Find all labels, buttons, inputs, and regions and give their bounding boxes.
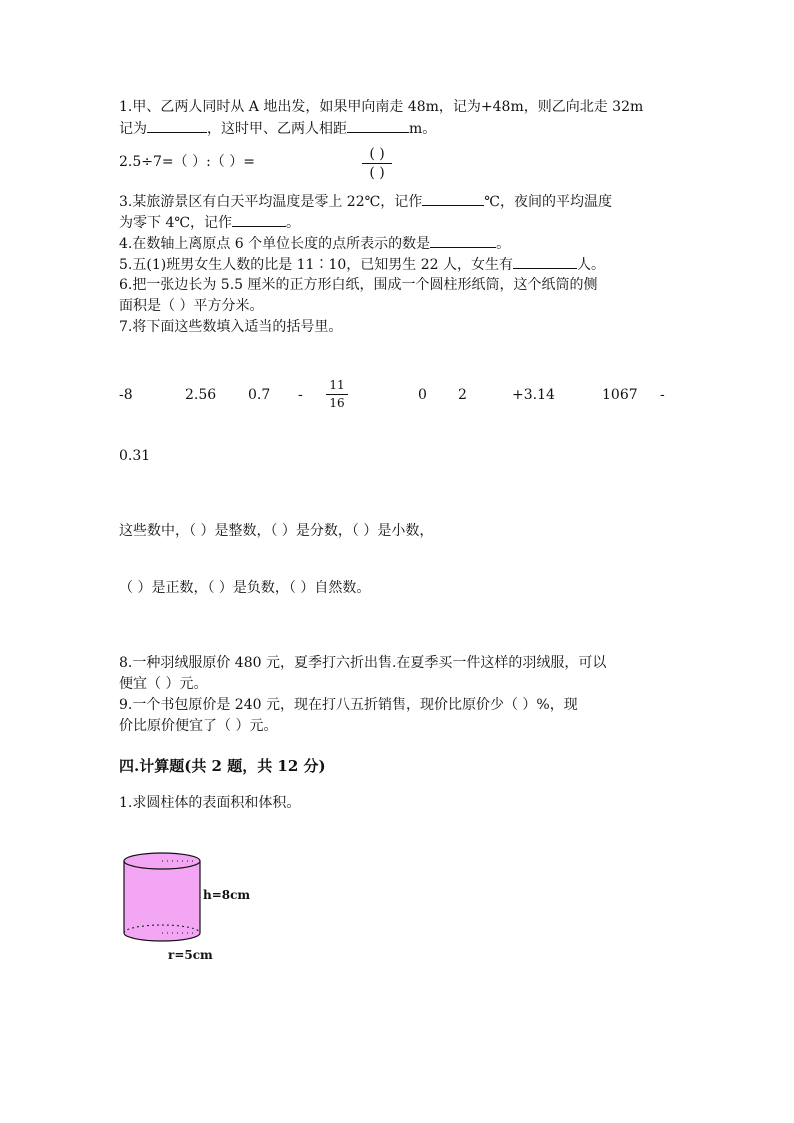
q2-fraction [362, 146, 392, 181]
q4-blank[interactable] [430, 233, 496, 248]
q7-number: 2 [458, 387, 467, 403]
q7-fill-line2: （ ）是正数，（ ）是负数，（ ）自然数。 [119, 580, 371, 596]
q3-text-c: 为零下 4℃，记作 [119, 215, 233, 231]
q4-text-b: 。 [496, 236, 511, 252]
q7-fraction-numerator: 11 [329, 378, 345, 392]
q3-text-a: 3.某旅游景区有白天平均温度是零上 22℃，记作 [119, 194, 423, 210]
q3-line2 [119, 212, 300, 233]
q7-number: 2.56 [185, 387, 217, 403]
q7-number: +3.14 [512, 387, 555, 403]
q7-number-minus-sign: - [660, 387, 665, 403]
q5-text-a: 5.五(1)班男女生人数的比是 11∶10，已知男生 22 人，女生有 [119, 257, 513, 273]
q2-fraction-numerator[interactable]: ( ) [369, 146, 385, 162]
q7-number: 0 [418, 387, 427, 403]
radius-label: r=5cm [168, 948, 213, 962]
q7-fraction-denominator: 16 [329, 396, 345, 410]
q5-line [119, 254, 605, 275]
q6-line2: 面积是（ ）平方分米。 [119, 298, 264, 314]
q1-line2 [119, 118, 436, 139]
q4-line [119, 233, 510, 254]
q8-line1: 8.一种羽绒服原价 480 元，夏季打六折出售.在夏季买一件这样的羽绒服，可以 [119, 655, 607, 671]
q3-line1 [119, 191, 612, 212]
q7-number: 1067 [602, 387, 638, 403]
q8-line2: 便宜（ ）元。 [119, 676, 208, 692]
q7-number: -8 [119, 387, 133, 403]
q1-text-a: 记为 [119, 121, 147, 137]
q7-fraction-bar [326, 394, 348, 395]
q7-last-number: 0.31 [119, 448, 151, 464]
q3-text-b: ℃，夜间的平均温度 [484, 194, 612, 210]
q5-text-b: 人。 [576, 257, 605, 273]
section4-question1: 1.求圆柱体的表面积和体积。 [119, 795, 301, 811]
cylinder-figure [118, 846, 208, 948]
section-heading: 四.计算题(共 2 题，共 12 分) [119, 757, 326, 775]
q7-fraction [326, 378, 348, 411]
q3-blank-2[interactable] [232, 212, 286, 227]
q1-blank-1[interactable] [147, 118, 207, 133]
q3-text-d: 。 [286, 215, 301, 231]
height-label: h=8cm [203, 888, 251, 902]
q1-text-b: ，这时甲、乙两人相距 [207, 121, 347, 137]
q3-blank-1[interactable] [422, 191, 484, 206]
q2-fraction-denominator[interactable]: ( ) [369, 165, 385, 181]
q9-line1: 9.一个书包原价是 240 元，现在打八五折销售，现价比原价少（ ）%，现 [119, 697, 578, 713]
q7-number-minus-sign: - [298, 387, 303, 403]
q4-text-a: 4.在数轴上离原点 6 个单位长度的点所表示的数是 [119, 236, 431, 252]
q1-text-c: m。 [409, 121, 437, 137]
q2-text: 2.5÷7=（ ）:（ ）= [119, 154, 255, 170]
q7-number: 0.7 [248, 387, 271, 403]
q7-fill-line1: 这些数中，（ ）是整数，（ ）是分数，（ ）是小数， [119, 523, 434, 539]
q5-blank[interactable] [513, 254, 577, 269]
q6-line1: 6.把一张边长为 5.5 厘米的正方形白纸，围成一个圆柱形纸筒，这个纸筒的侧 [119, 277, 598, 293]
cylinder-body [124, 861, 200, 941]
q9-line2: 价比原价便宜了（ ）元。 [119, 718, 278, 734]
q1-line1: 1.甲、乙两人同时从 A 地出发，如果甲向南走 48m，记为+48m，则乙向北走 32m [119, 99, 644, 115]
q7-title: 7.将下面这些数填入适当的括号里。 [119, 319, 343, 335]
q1-blank-2[interactable] [347, 118, 409, 133]
q2-fraction-bar [362, 163, 392, 164]
